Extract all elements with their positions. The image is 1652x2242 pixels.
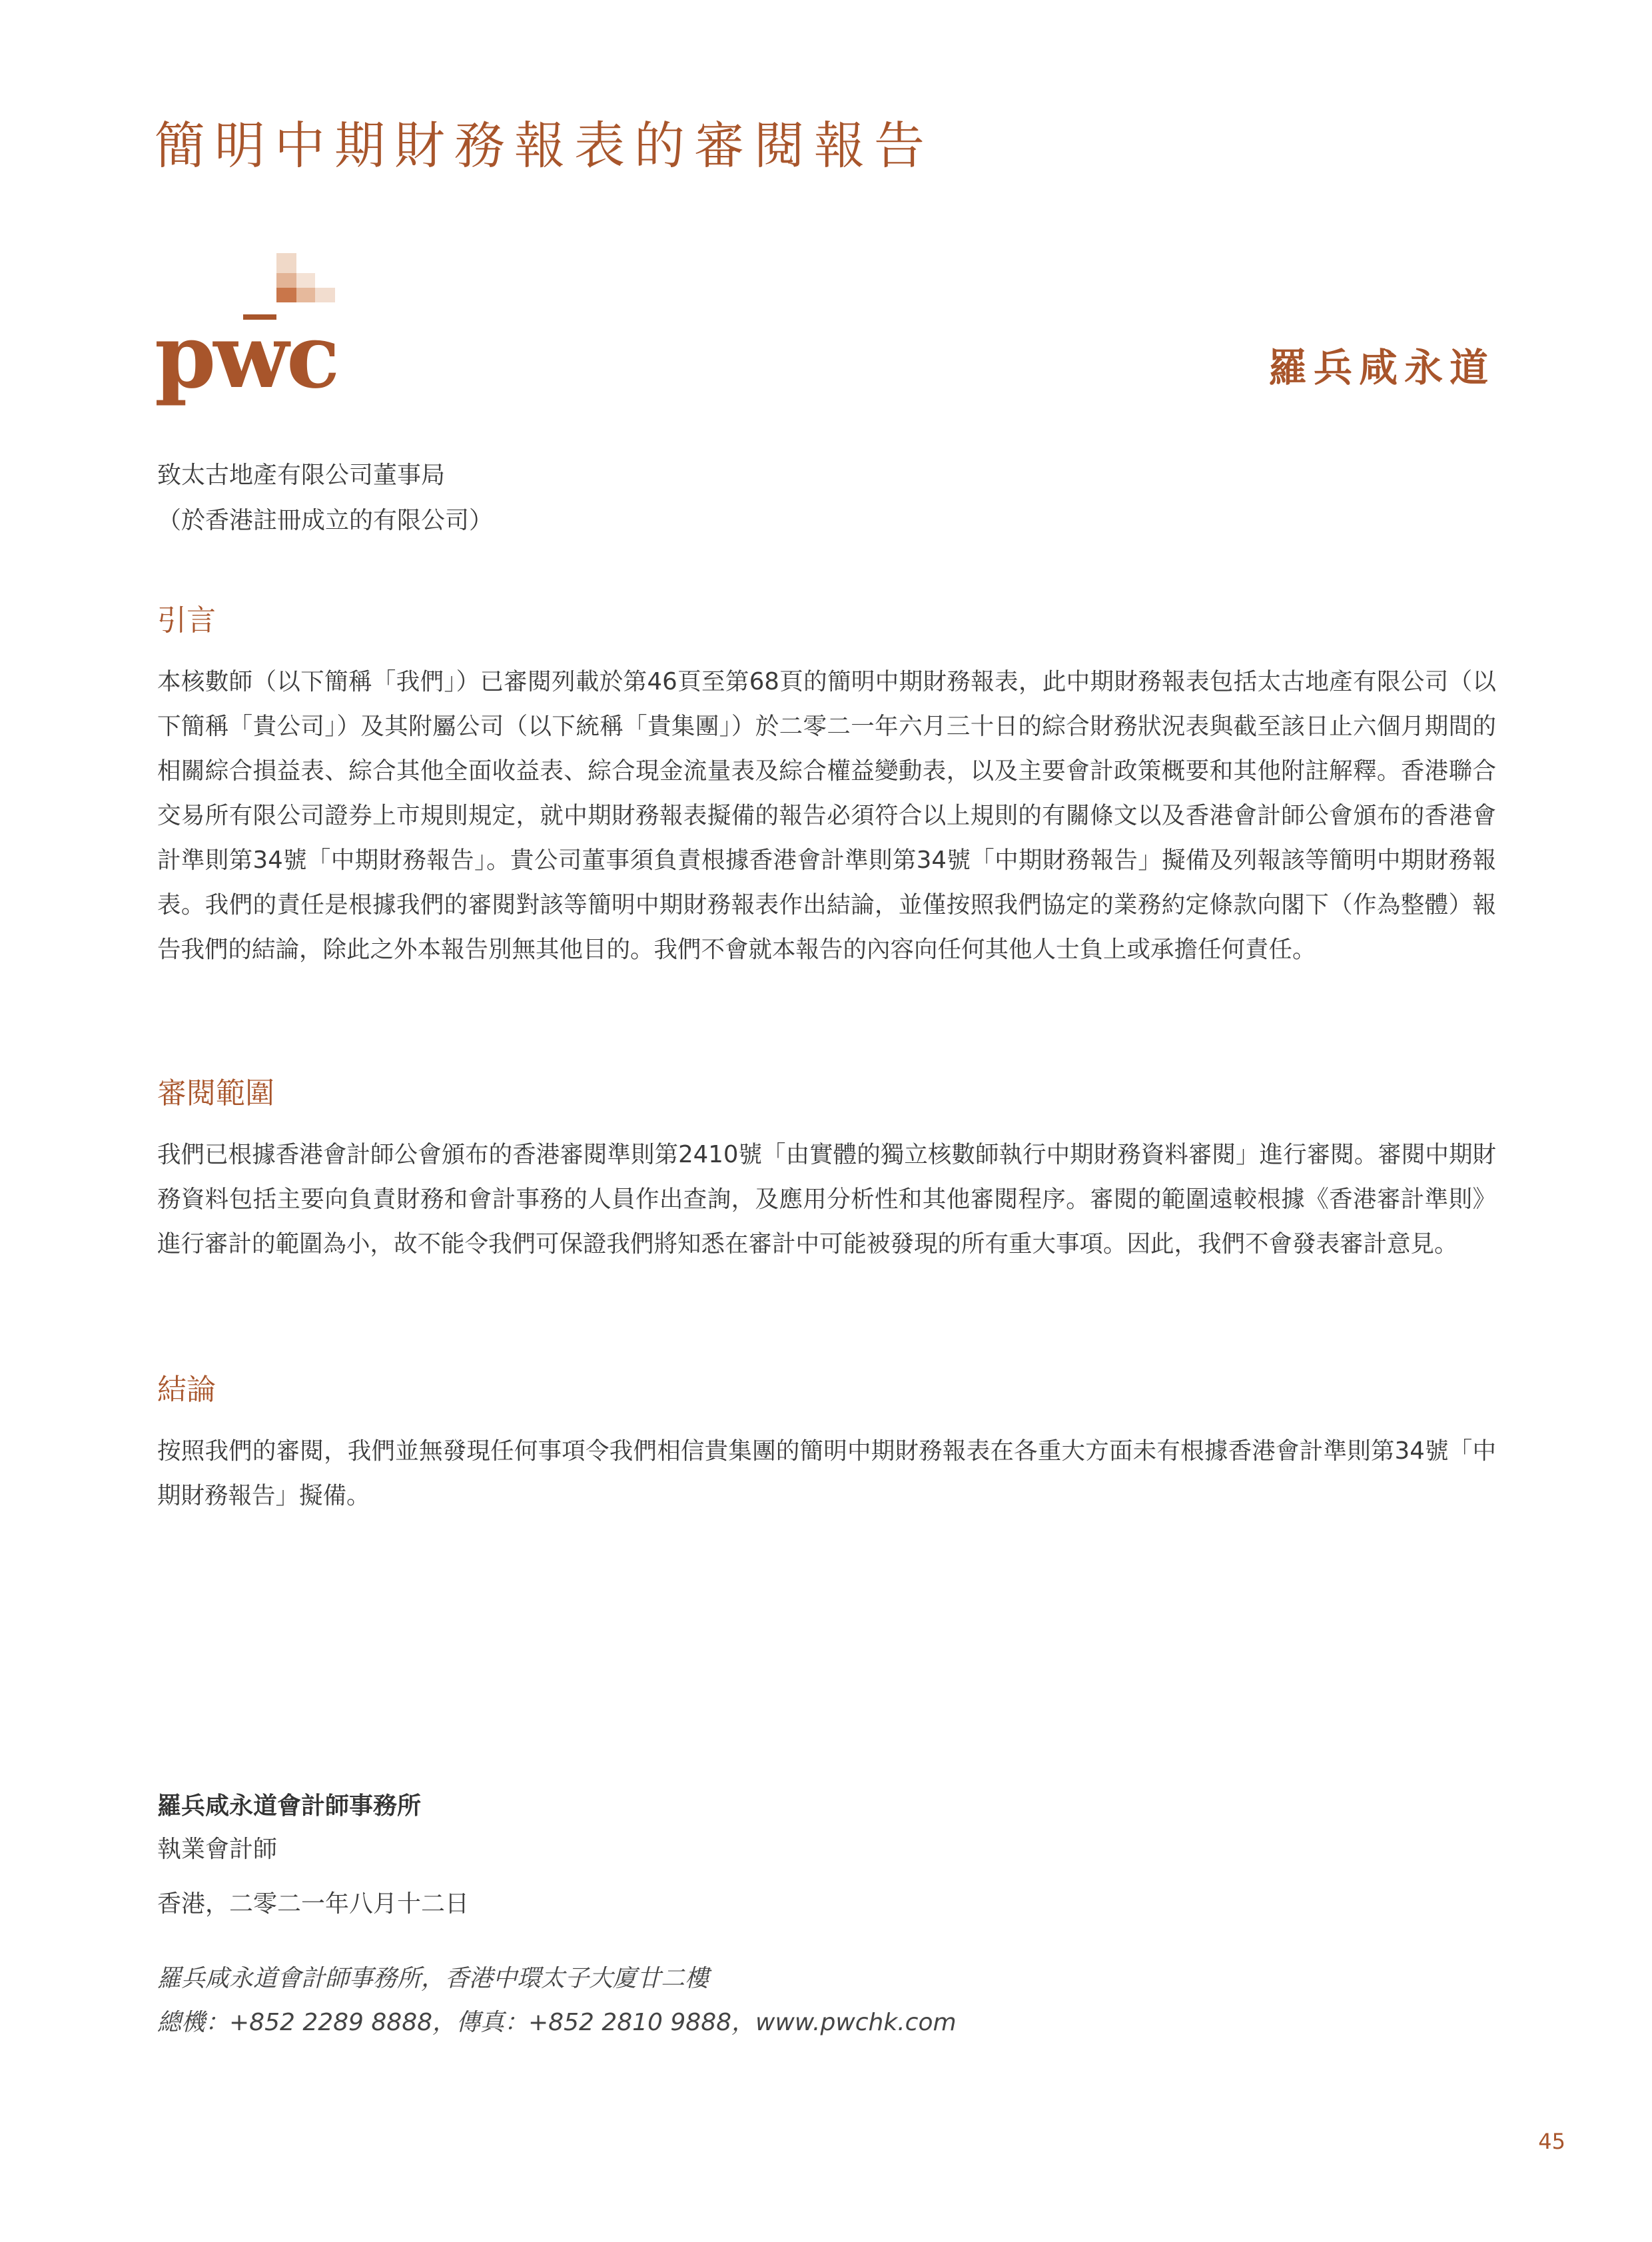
intro-paragraph: 本核數師（以下簡稱「我們」）已審閱列載於第46頁至第68頁的簡明中期財務報表，此中期財務報表包括太古地產有限公司（以下簡稱「貴公司」）及其附屬公司（以下統稱「貴集團」）於二零二一年六月三十日的綜合財務狀況表與截至該日止六個月期間的相關綜合損益表、綜合其他全面收益表、綜合現金流量表及綜合權益變動表，以及主要會計政策概要和其他附註解釋。香港聯合交易所有限公司證券上市規則規定，就中期財務報表擬備的報告必須符合以上規則的有關條文以及香港會計師公會頒布的香港會計準則第34號「中期財務報告」。貴公司董事須負責根據香港會計準則第34號「中期財務報告」擬備及列報該等簡明中期財務報表。我們的責任是根據我們的審閱對該等簡明中期財務報表作出結論，並僅按照我們協定的業務約定條款向閣下（作為整體）報告我們的結論，除此之外本報告別無其他目的。我們不會就本報告的內容向任何其他人士負上或承擔任何責任。 [157, 668, 1496, 963]
footer-address-line: 羅兵咸永道會計師事務所，香港中環太子大廈廿二樓 [157, 1965, 709, 1992]
intro-heading: 引言 [157, 603, 216, 637]
addressee [157, 453, 493, 544]
page-number: 45 [1538, 2129, 1565, 2154]
signature-firm: 羅兵咸永道會計師事務所 [157, 1792, 422, 1820]
addressee-line: 致太古地產有限公司董事局 [157, 462, 446, 489]
addressee-line: （於香港註冊成立的有限公司） [157, 507, 494, 534]
scope-heading: 審閱範圍 [157, 1076, 274, 1110]
footer-contact-line: 總機：+852 2289 8888，傳真：+852 2810 9888，www.pwchk.com [157, 2009, 957, 2036]
conclusion-heading: 結論 [157, 1373, 216, 1407]
pwc-logo: pwc [155, 305, 338, 408]
scope-paragraph: 我們已根據香港會計師公會頒布的香港審閱準則第2410號「由實體的獨立核數師執行中期財務資料審閱」進行審閱。審閱中期財務資料包括主要向負責財務和會計事務的人員作出查詢，及應用分析性和其他審閱程序。審閱的範圍遠較根據《香港審計準則》進行審計的範圍為小，故不能令我們可保證我們將知悉在審計中可能被發現的所有重大事項。因此，我們不會發表審計意見。 [157, 1141, 1496, 1258]
signature-place-date: 香港，二零二一年八月十二日 [157, 1890, 470, 1918]
conclusion-paragraph: 按照我們的審閱，我們並無發現任何事項令我們相信貴集團的簡明中期財務報表在各重大方面未有根據香港會計準則第34號「中期財務報告」擬備。 [157, 1437, 1496, 1509]
page-title: 簡明中期財務報表的審閱報告 [155, 116, 934, 175]
footer-address [157, 1957, 957, 2045]
signature-title: 執業會計師 [157, 1836, 278, 1863]
firm-name-cn: 羅兵咸永道 [1268, 345, 1495, 390]
